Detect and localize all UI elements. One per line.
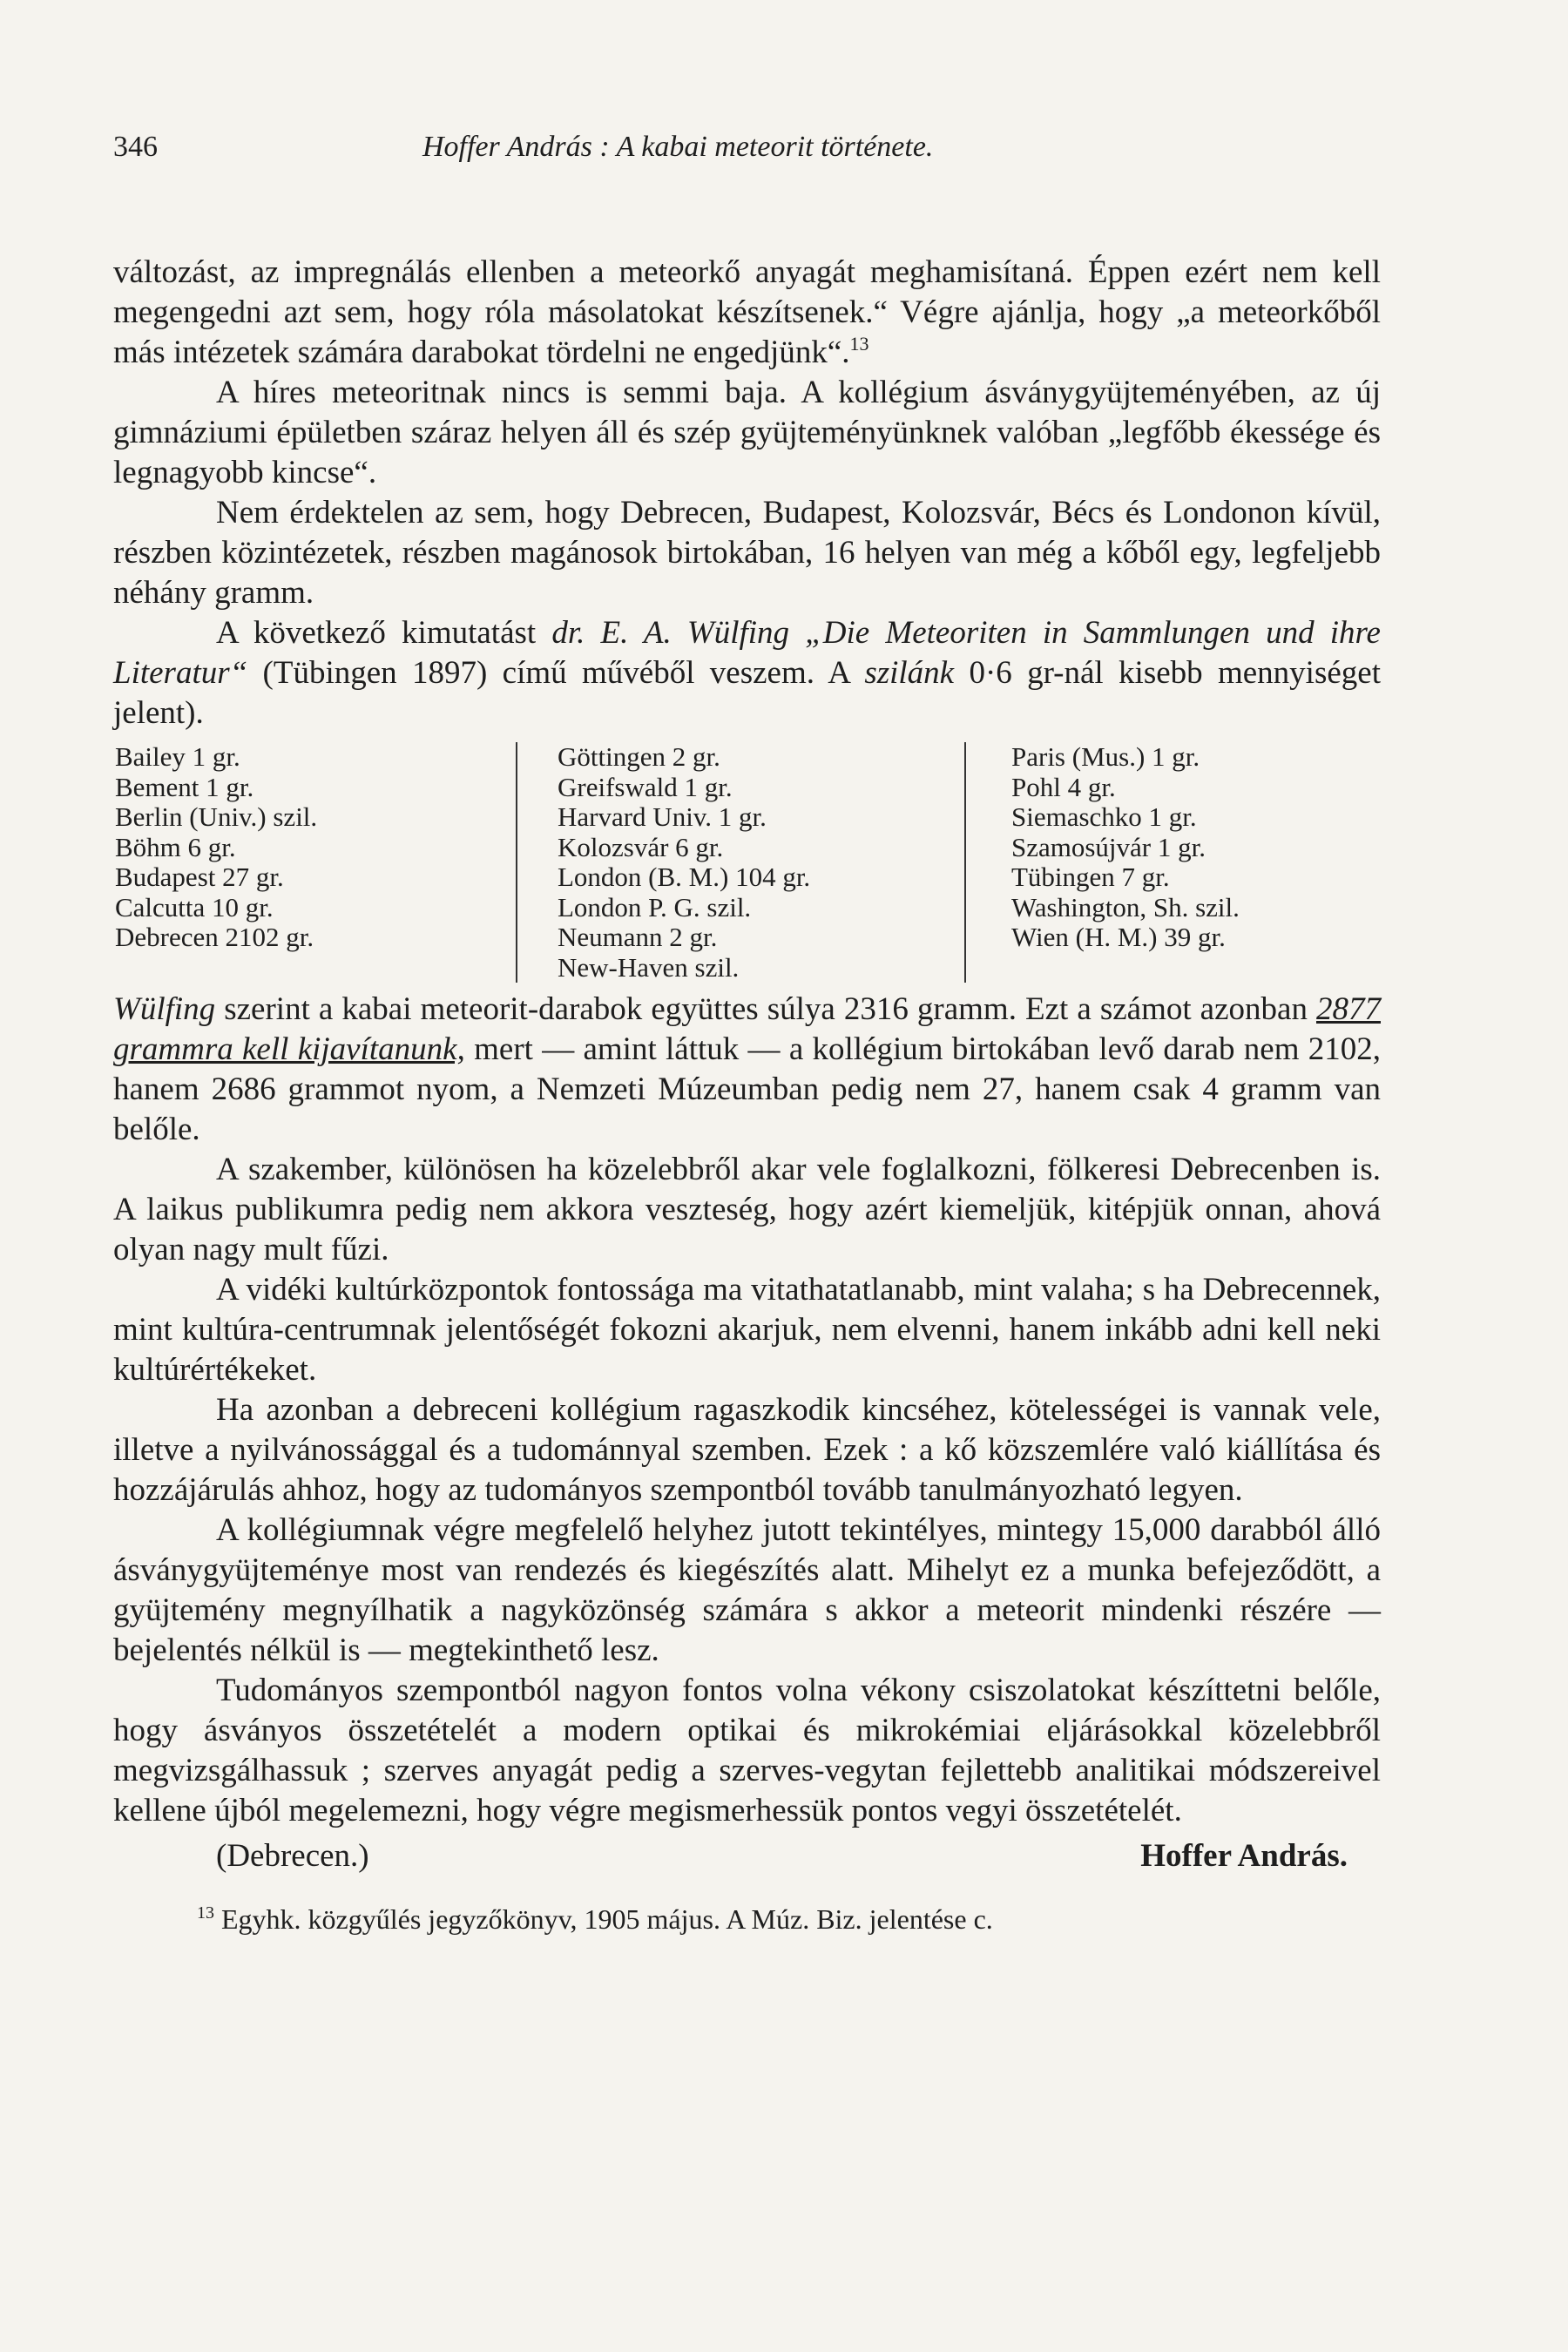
table-cell: Tübingen 7 gr. xyxy=(1011,862,1170,892)
paragraph-3: Nem érdektelen az sem, hogy Debrecen, Budapest, Kolozsvár, Bécs és Londonon kívül, részben közintézetek, részben magánosok birtokában, 16 helyen van még a kőből egy, legfeljebb néhány gramm. xyxy=(113,495,1381,611)
table-cell: Szamosújvár 1 gr. xyxy=(1011,831,1206,862)
collections-table xyxy=(113,742,1381,983)
table-cell: Berlin (Univ.) szil. xyxy=(115,801,318,832)
paragraph-8: Ha azonban a debreceni kollégium ragaszkodik kincséhez, kötelességei is vannak vele, illetve a nyilvánossággal és a tudománnyal szemben. Ezek : a kő közszemlére való kiállítása és hozzájárulás ahhoz, hogy az tudományos szempontból tovább tanulmányozható legyen. xyxy=(113,1392,1381,1508)
paragraph-10: Tudományos szempontból nagyon fontos volna vékony csiszolatokat készíttetni belőle, hogy ásványos összetételét a modern optikai és mikrokémiai eljárásokkal közelebbről megvizsgálhassuk ; szerves anyagát pedig a szerves-vegytan fejlettebb analitikai módszereivel kellene újból megelemezni, hogy végre megismerhessük pontos vegyi összetételét. xyxy=(113,1673,1381,1828)
cited-work-title: dr. E. A. Wülfing „Die Meteoriten in Sammlungen und ihre Literatur“ xyxy=(113,615,1381,691)
footnote xyxy=(113,1896,1381,1936)
table-cell: Göttingen 2 gr. xyxy=(558,741,720,772)
table-cell: Paris (Mus.) 1 gr. xyxy=(1011,741,1200,772)
table-cell: London (B. M.) 104 gr. xyxy=(558,862,811,892)
table-cell: Böhm 6 gr. xyxy=(115,831,236,862)
table-cell: Debrecen 2102 gr. xyxy=(115,922,314,952)
paragraph-6: A szakember, különösen ha közelebbről akar vele foglalkozni, fölkeresi Debrecenben is. A laikus publikumra pedig nem akkora veszteség, hogy azért kiemeljük, kitépjük onnan, ahová olyan nagy mult fűzi. xyxy=(113,1152,1381,1267)
paragraph-4-text-e: 0·6 gr-nál kisebb mennyiséget jelent). xyxy=(113,655,1381,731)
paragraph-4-text-c: (Tübingen 1897) című művéből veszem. A xyxy=(247,655,865,691)
paragraph-5-text-d: mert — amint láttuk — a kollégium birtokában levő darab nem 2102, hanem 2686 grammot nyom, a Nemzeti Múzeumban pedig nem 27, hanem csak 4 gramm van belőle. xyxy=(113,1031,1382,1147)
table-cell: New-Haven szil. xyxy=(558,951,740,983)
table-cell: Budapest 27 gr. xyxy=(115,862,284,892)
table-cell: Neumann 2 gr. xyxy=(558,922,718,952)
table-cell: London P. G. szil. xyxy=(558,891,752,923)
footnote-mark: 13 xyxy=(197,1903,214,1923)
table-cell: Bement 1 gr. xyxy=(115,771,254,802)
table-column-3 xyxy=(964,742,1381,983)
footnote-text: Egyhk. közgyűlés jegyzőkönyv, 1905 május. A Múz. Biz. jelentése c. xyxy=(221,1903,993,1935)
emphasized-correction: 2877 grammra kell kijavítanunk, xyxy=(113,991,1381,1067)
article-body xyxy=(113,253,1381,1936)
paragraph-5-text-b: szerint a kabai meteorit-darabok együttes súlya 2316 gramm. Ezt a számot azonban xyxy=(215,991,1316,1027)
author-name-wulfing: Wülfing xyxy=(113,991,216,1027)
table-cell: Pohl 4 gr. xyxy=(1011,771,1116,802)
table-cell: Kolozsvár 6 gr. xyxy=(558,831,724,862)
place-line: (Debrecen.) xyxy=(216,1838,369,1874)
table-cell: Harvard Univ. 1 gr. xyxy=(558,801,767,832)
paragraph-4 xyxy=(113,613,1381,733)
term-szilank: szilánk xyxy=(864,655,955,691)
paragraph-5 xyxy=(113,990,1381,1150)
table-cell: Calcutta 10 gr. xyxy=(115,891,274,923)
running-title: Hoffer András : A kabai meteorit története. xyxy=(422,131,934,163)
paragraph-1-text: változást, az impregnálás ellenben a meteorkő anyagát meghamisítaná. Éppen ezért nem kell megengedni azt sem, hogy róla másolatokat készítsenek.“ Végre ajánlja, hogy „a meteorkőből más intézetek számára darabokat tördelni ne engedjünk“. xyxy=(113,254,1381,370)
page-header xyxy=(113,131,1376,174)
page-number: 346 xyxy=(113,131,158,163)
table-column-1 xyxy=(113,742,516,983)
table-cell: Bailey 1 gr. xyxy=(115,741,240,772)
paragraph-7: A vidéki kultúrközpontok fontossága ma vitathatatlanabb, mint valaha; s ha Debrecennek, mint kultúra-centrumnak jelentőségét fokozni akarjuk, nem elvenni, hanem inkább adni kell neki kultúrértékeket. xyxy=(113,1272,1381,1388)
table-column-2 xyxy=(516,742,964,983)
table-cell: Washington, Sh. szil. xyxy=(1011,891,1240,923)
author-signature: Hoffer András. xyxy=(1140,1838,1348,1874)
paragraph-9: A kollégiumnak végre megfelelő helyhez jutott tekintélyes, mintegy 15,000 darabból álló ásványgyüjteménye most van rendezés és kiegészítés alatt. Mihelyt ez a munka befejeződött, a gyüjtemény megnyílhatik a nagyközönség számára s akkor a meteorit mindenki részére — bejelentés nélkül is — megtekinthető lesz. xyxy=(113,1512,1381,1668)
table-cell: Wien (H. M.) 39 gr. xyxy=(1011,922,1226,952)
closing-signature xyxy=(113,1836,1381,1876)
paragraph-2: A híres meteoritnak nincs is semmi baja. A kollégium ásványgyüjteményében, az új gimnáziumi épületben száraz helyen áll és szép gyüjteményünknek valóban „legfőbb ékessége és legnagyobb kincse“. xyxy=(113,375,1381,490)
table-cell: Siemaschko 1 gr. xyxy=(1011,801,1197,832)
paragraph-1 xyxy=(113,253,1381,373)
table-cell: Greifswald 1 gr. xyxy=(558,771,733,802)
paragraph-4-text-a: A következő kimutatást xyxy=(216,615,552,651)
footnote-reference: 13 xyxy=(849,333,869,355)
